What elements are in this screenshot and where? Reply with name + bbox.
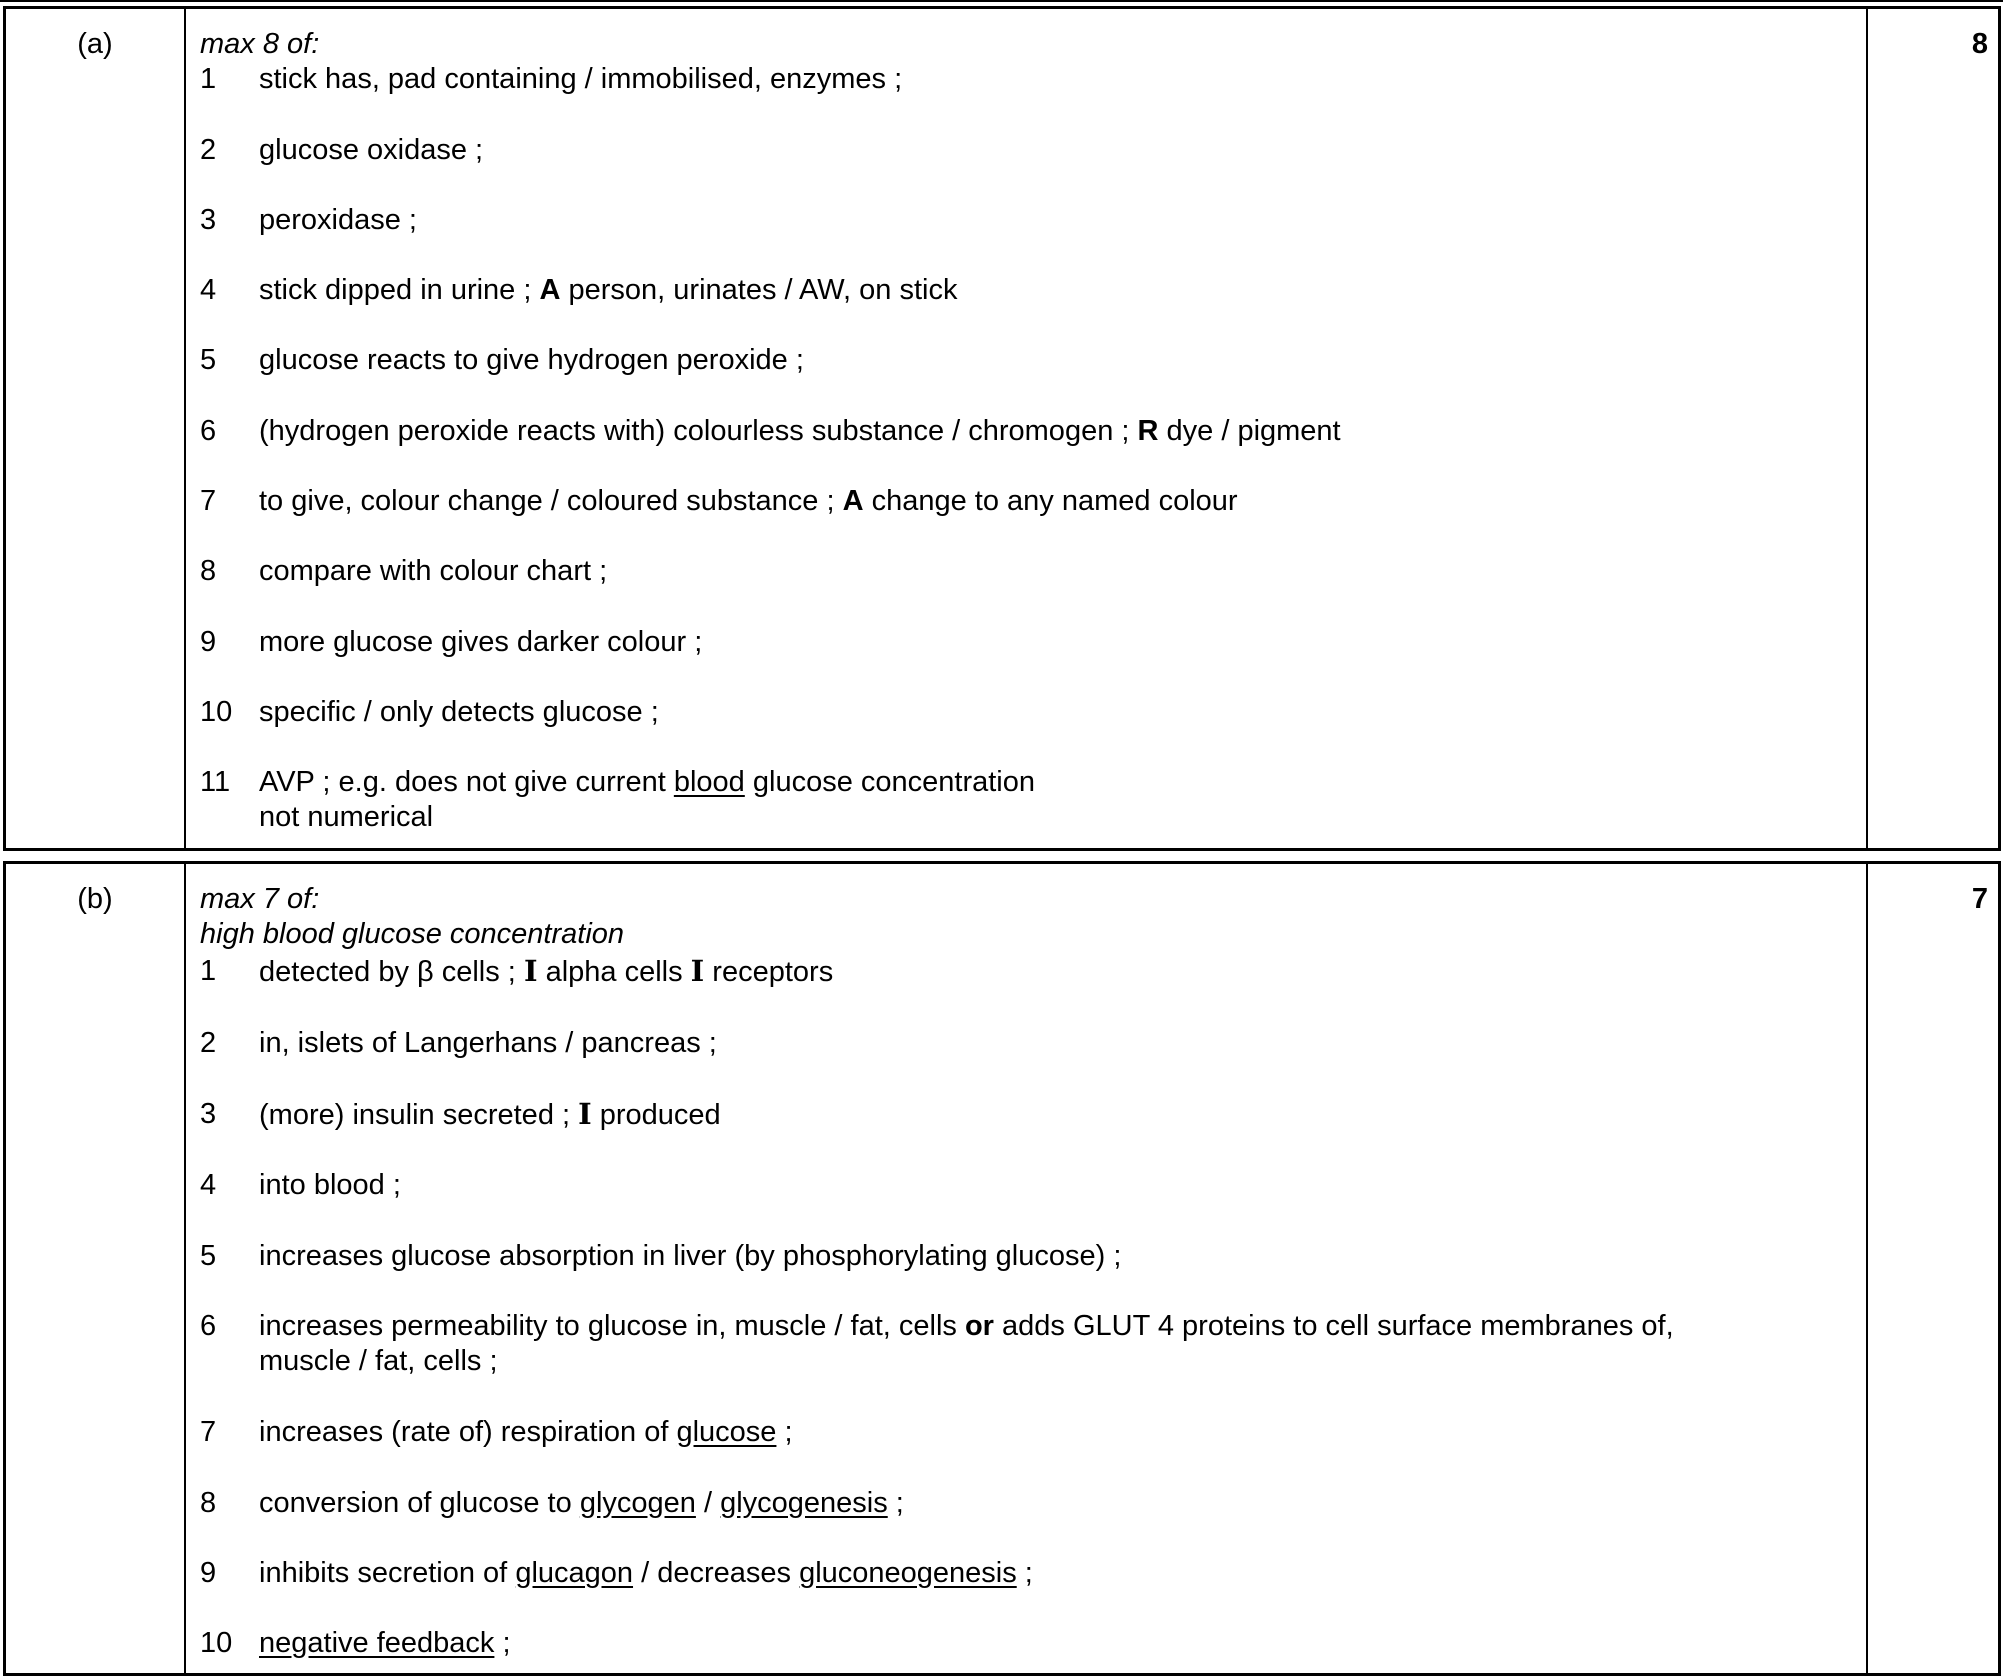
list-item [200, 273, 1850, 308]
point-text [259, 1556, 1850, 1591]
mark-scheme-part-a [3, 6, 2001, 851]
list-item [200, 1026, 1850, 1061]
point-number: 10 [200, 696, 233, 728]
section-subheading: high blood glucose concentration [200, 918, 625, 950]
list-item [200, 1486, 1850, 1521]
point-number: 8 [200, 555, 217, 587]
point-text-part: ; [776, 1416, 793, 1448]
point-text-part: (more) insulin secreted ; [259, 1099, 579, 1131]
point-text [259, 1626, 1850, 1661]
point-number: 10 [200, 1627, 233, 1659]
point-text-part: to give, colour change / coloured substance ; [259, 485, 843, 517]
part-label: (a) [77, 28, 113, 60]
point-text [259, 1486, 1850, 1521]
column-divider [184, 864, 186, 1673]
point-text-part: glucose concentration [744, 766, 1035, 798]
underlined-term: gluconeogenesis [799, 1557, 1017, 1589]
underlined-term: glycogenesis [720, 1487, 888, 1519]
ignore-marker: I [523, 954, 538, 988]
answer-content [200, 27, 1850, 835]
point-text [259, 765, 1850, 835]
point-text: specific / only detects glucose ; [259, 696, 659, 728]
point-text [259, 1415, 1850, 1450]
list-item [200, 695, 1850, 730]
point-text-part: muscle / fat, cells ; [259, 1345, 498, 1377]
point-text-part: ; [1016, 1557, 1033, 1589]
top-border-line [0, 0, 2003, 2]
list-item [200, 62, 1850, 97]
point-number: 6 [200, 1310, 217, 1342]
point-text: compare with colour chart ; [259, 555, 608, 587]
marks-value: 8 [1971, 28, 1988, 60]
point-number: 4 [200, 274, 217, 306]
point-number: 5 [200, 1240, 217, 1272]
point-number: 11 [200, 766, 231, 798]
list-item [200, 1556, 1850, 1591]
max-marks-intro: max 7 of: [200, 883, 320, 915]
point-number: 7 [200, 1416, 217, 1448]
point-number: 9 [200, 626, 217, 658]
underlined-term: glucagon [515, 1557, 634, 1589]
point-text-part: increases (rate of) respiration of [259, 1416, 677, 1448]
point-text [259, 273, 1850, 308]
point-text: glucose oxidase ; [259, 134, 484, 166]
column-divider [1866, 864, 1868, 1673]
point-text: more glucose gives darker colour ; [259, 626, 703, 658]
list-item [200, 133, 1850, 168]
point-text-part: / decreases [633, 1557, 800, 1589]
point-text-part: adds GLUT 4 proteins to cell surface membranes of, [993, 1310, 1674, 1342]
list-item [200, 1309, 1850, 1379]
point-text-part: not numerical [259, 801, 434, 833]
list-item [200, 554, 1850, 589]
point-text-part: dye / pigment [1158, 415, 1341, 447]
list-item [200, 343, 1850, 378]
list-item [200, 954, 1850, 990]
point-number: 9 [200, 1557, 217, 1589]
point-text-part: inhibits secretion of [259, 1557, 516, 1589]
point-number: 6 [200, 415, 217, 447]
point-number: 2 [200, 1027, 217, 1059]
point-number: 1 [200, 63, 217, 95]
point-text [259, 1309, 1850, 1379]
list-item [200, 625, 1850, 660]
list-item [200, 1168, 1850, 1203]
list-item [200, 1415, 1850, 1450]
answer-content [200, 882, 1850, 1661]
accept-marker: A [842, 485, 864, 517]
point-text-part: person, urinates / AW, on stick [560, 274, 958, 306]
list-item [200, 1097, 1850, 1133]
accept-marker: A [539, 274, 561, 306]
list-item [200, 203, 1850, 238]
point-text-part: ; [887, 1487, 904, 1519]
reject-marker: R [1137, 415, 1159, 447]
mark-scheme-part-b [3, 861, 2001, 1676]
point-text: increases glucose absorption in liver (by phosphorylating glucose) ; [259, 1240, 1122, 1272]
point-number: 7 [200, 485, 217, 517]
point-text-part: (hydrogen peroxide reacts with) colourless substance / chromogen ; [259, 415, 1138, 447]
list-item [200, 765, 1850, 835]
ignore-marker: I [578, 1097, 592, 1131]
list-item [200, 1626, 1850, 1661]
point-text-part: detected by β cells ; [259, 956, 524, 988]
point-text-part: / [695, 1487, 721, 1519]
column-divider [1866, 9, 1868, 848]
ignore-marker: I [690, 954, 705, 988]
or-marker: or [964, 1310, 994, 1342]
point-number: 2 [200, 134, 217, 166]
part-label: (b) [77, 883, 113, 915]
point-number: 3 [200, 204, 217, 236]
point-text: glucose reacts to give hydrogen peroxide ; [259, 344, 804, 376]
list-item [200, 1239, 1850, 1274]
point-text-part: conversion of glucose to [259, 1487, 580, 1519]
underlined-term: blood [673, 766, 745, 798]
list-item [200, 414, 1850, 449]
point-text-part: change to any named colour [863, 485, 1238, 517]
point-number: 8 [200, 1487, 217, 1519]
underlined-term: negative feedback [259, 1627, 495, 1659]
point-number: 5 [200, 344, 217, 376]
point-number: 4 [200, 1169, 217, 1201]
point-text [259, 954, 1850, 990]
point-text-part: alpha cells [537, 956, 691, 988]
point-text: into blood ; [259, 1169, 401, 1201]
point-text [259, 414, 1850, 449]
column-divider [184, 9, 186, 848]
point-text: peroxidase ; [259, 204, 417, 236]
point-text: stick has, pad containing / immobilised, enzymes ; [259, 63, 903, 95]
point-number: 1 [200, 955, 217, 987]
point-number: 3 [200, 1098, 217, 1130]
marks-value: 7 [1971, 883, 1988, 915]
point-text [259, 1097, 1850, 1133]
point-text [259, 484, 1850, 519]
point-text: in, islets of Langerhans / pancreas ; [259, 1027, 717, 1059]
point-text-part: stick dipped in urine ; [259, 274, 540, 306]
point-text-part: AVP ; e.g. does not give current [259, 766, 674, 798]
underlined-term: glycogen [579, 1487, 696, 1519]
max-marks-intro: max 8 of: [200, 28, 320, 60]
list-item [200, 484, 1850, 519]
point-text-part: receptors [704, 956, 834, 988]
point-text-part: increases permeability to glucose in, muscle / fat, cells [259, 1310, 965, 1342]
point-text-part: ; [494, 1627, 511, 1659]
point-text-part: produced [591, 1099, 721, 1131]
underlined-term: glucose [676, 1416, 777, 1448]
